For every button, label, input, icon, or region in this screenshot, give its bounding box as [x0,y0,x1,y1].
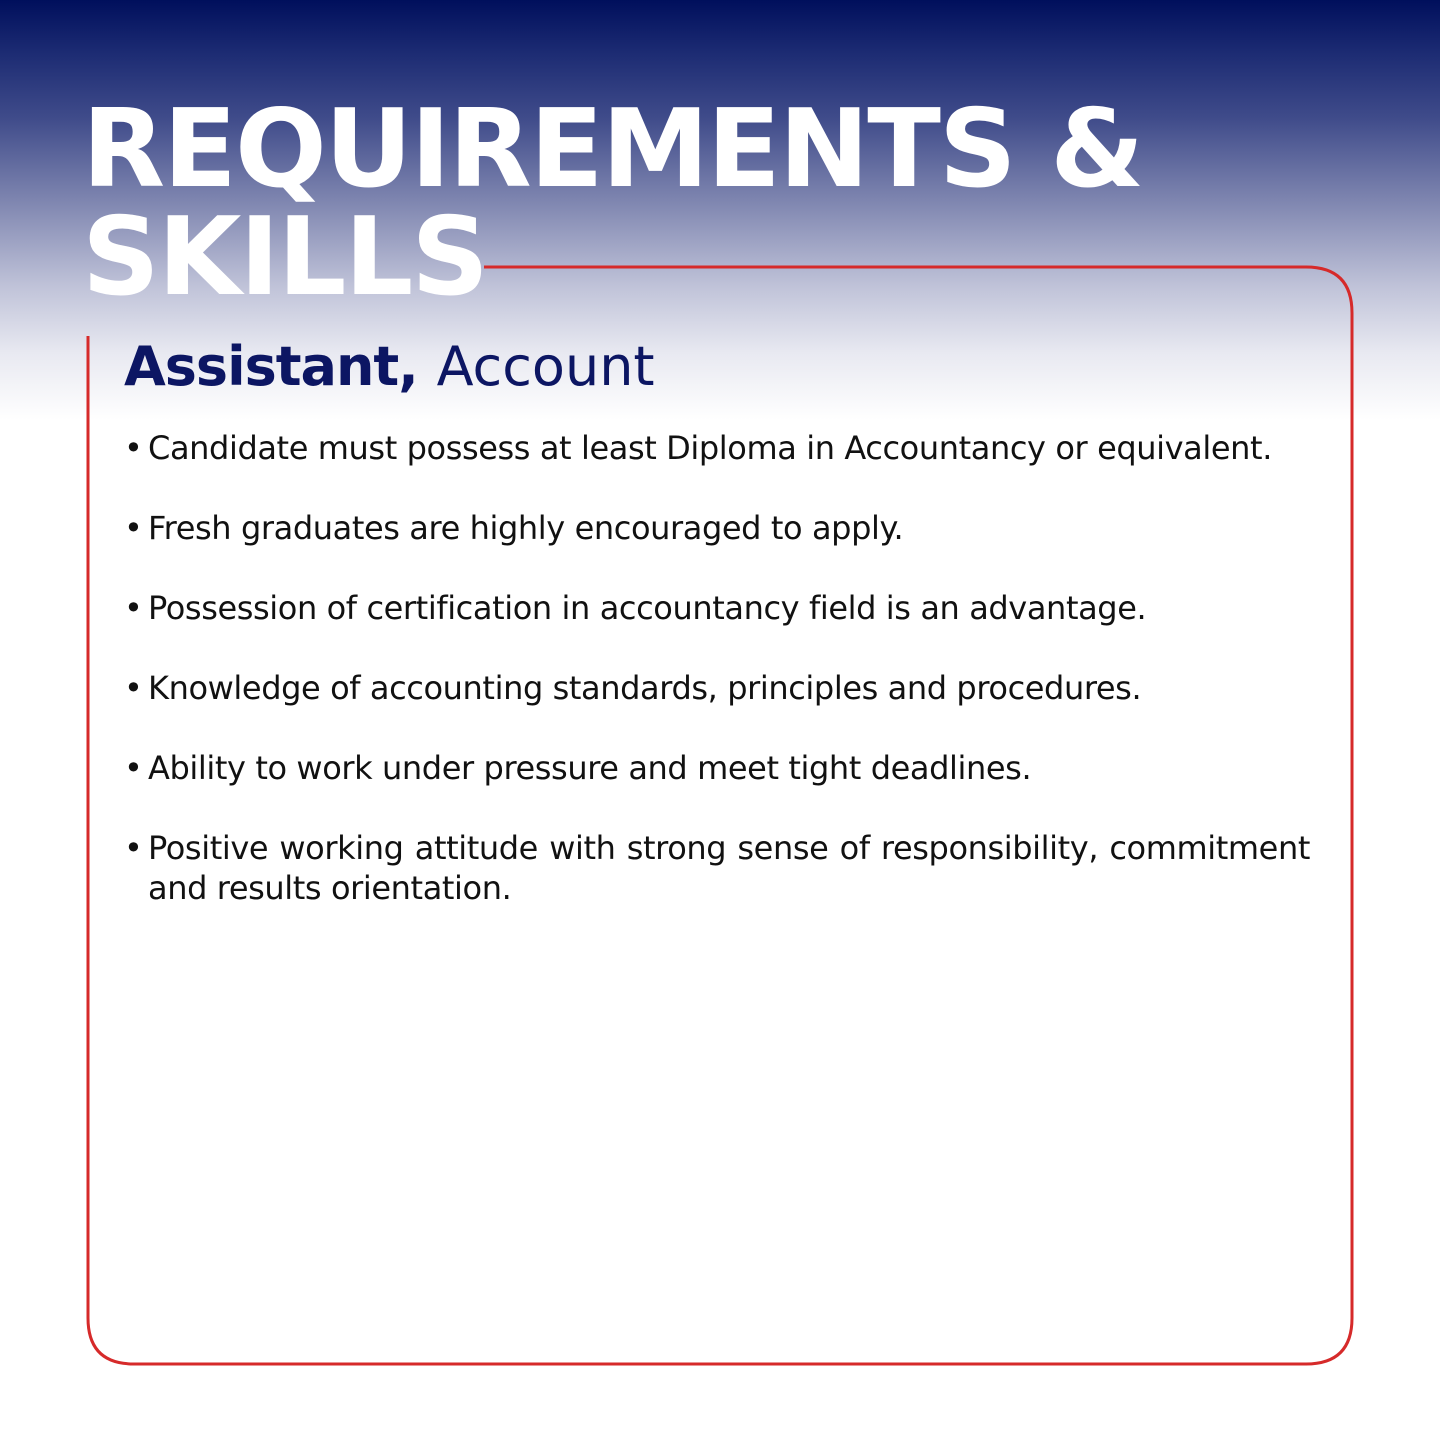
requirement-text: Possession of certification in accountancy field is an advantage. [148,589,1147,627]
bullet-icon: • [124,589,143,627]
job-title-bold: Assistant, [124,335,418,398]
job-title-light: Account [436,335,655,398]
list-item [124,508,1310,548]
list-item [124,828,1310,908]
bullet-icon: • [124,669,143,707]
job-title [124,334,655,400]
list-item [124,428,1310,468]
list-item [124,668,1310,708]
requirement-text: Knowledge of accounting standards, principles and procedures. [148,669,1142,707]
requirement-text: Ability to work under pressure and meet tight deadlines. [148,749,1032,787]
requirements-list [124,428,1310,948]
headline-line-2: SKILLS [82,195,488,320]
requirement-text: Fresh graduates are highly encouraged to apply. [148,509,904,547]
bullet-icon: • [124,829,143,867]
list-item [124,588,1310,628]
requirement-text: Candidate must possess at least Diploma in Accountancy or equivalent. [148,429,1272,467]
headline-line-1: REQUIREMENTS & [82,87,1143,212]
requirement-text: Positive working attitude with strong sense of responsibility, commitment and results orientation. [148,829,1310,907]
bullet-icon: • [124,429,143,467]
bullet-icon: • [124,509,143,547]
bullet-icon: • [124,749,143,787]
list-item [124,748,1310,788]
page-headline [82,87,1143,320]
